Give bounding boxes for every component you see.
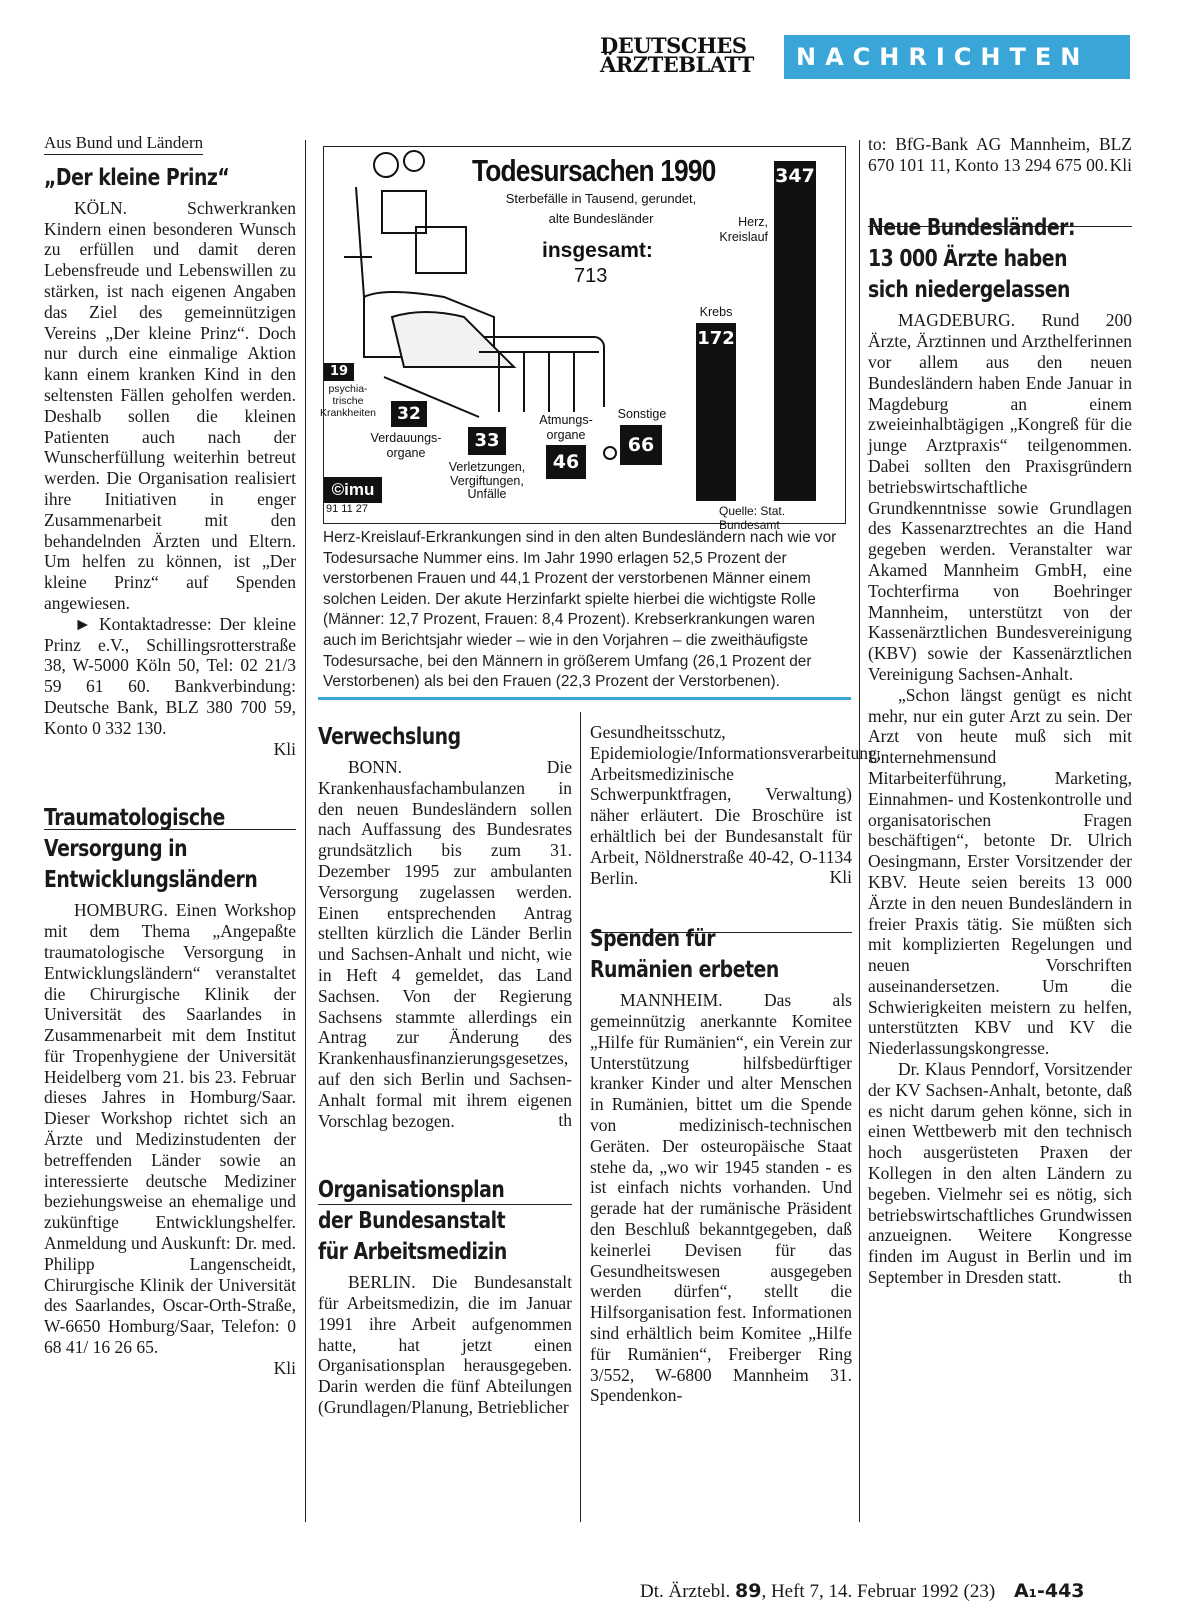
article-body: MAGDEBURG. Rund 200 Ärzte, Ärztinnen und Arzthelferinnen vor allem aus den neuen Bundesländern haben Ende Januar in Magdeburg an einem zweieinhalbtägigen „Kongreß für die junge Arztpraxis“ teilgenommen. Dabei sollten den Praxisgründern betriebswirtschaftliche Grundkenntnisse sowie Grundlagen des Kassenarztrechtes an die Hand gegeben werden. Veranstalter war Akamed Mannheim GmbH, eine Tochterfirma von Boehringer Mannheim, unterstützt von der Kassenärztlichen Bundesvereinigung (KBV) sowie der Kassenärztlichen Vereinigung Sachsen-Anhalt. <box>868 310 1132 684</box>
chart-subtitle-line: alte Bundesländer <box>548 211 654 226</box>
author-sig: Kli <box>273 738 296 759</box>
column-divider <box>859 140 860 1522</box>
kicker: Aus Bund und Ländern <box>44 133 203 155</box>
column-divider <box>580 712 581 1522</box>
value-krebs: 172 <box>697 328 735 349</box>
chart-subtitle-line: Sterbefälle in Tausend, gerundet, <box>505 191 697 206</box>
contact-info: ► Kontaktadresse: Der kleine Prinz e.V., Schillingsrotterstraße 38, W-5000 Köln 50, Tel: 02 21/3 59 61 60. Bankverbindung: Deutsche Bank, BLZ 380 700 59, Konto 0 332 130. <box>44 613 296 738</box>
label-verdauung: Verdauungs- organe <box>370 431 442 460</box>
page-number: A₁-443 <box>1013 1580 1085 1602</box>
journal-masthead: DEUTSCHES ÄRZTEBLATT <box>600 33 754 77</box>
author-sig: Kli <box>829 867 852 888</box>
headline-kleiner-prinz: „Der kleine Prinz“ <box>44 164 230 191</box>
label-herz: Herz, Kreislauf <box>719 215 768 244</box>
headline-verwechslung: Verwechslung <box>318 724 461 750</box>
death-causes-chart <box>319 146 846 532</box>
bed-wheel <box>604 447 616 459</box>
value-atmung: 46 <box>546 445 586 479</box>
author-sig: th <box>558 1110 572 1131</box>
headline-rumaenien: Spenden für Rumänien erbeten <box>590 926 779 984</box>
chart-caption: Herz-Kreislauf-Erkrankungen sind in den alten Bundesländern nach wie vor Todesursache Nummer eins. Im Jahr 1990 erlagen 52,5 Prozent der verstorbenen Frauen und 44,1 Prozent der verstorbenen Männer einem solchen Leiden. Der akute Herzinfarkt spielte hierbei die wichtigste Rolle (Männer: 12,7 Prozent, Frauen: 8,4 Prozent). Krebserkrankungen waren auch im Berichtsjahr wieder – wie in den Vorjahren – die zweithäufigste Todesursache, bei den Männern in größerem Umfang (26,1 Prozent der Verstorbenen) als bei den Frauen (22,3 Prozent der Verstorbenen). <box>323 529 837 691</box>
article-body: HOMBURG. Einen Workshop mit dem Thema „Angepaßte traumatologische Versorgung in Entwicklungsländern“ veranstaltet die Chirurgische Klinik der Universität des Saarlandes in Zusammenarbeit mit dem Institut für Tropenhygiene der Universität Heidelberg vom 21. bis 23. Februar dieses Jahres in Homburg/Saar. Dieser Workshop richtet sich an Ärzte und Medizinstudenten der betreffenden Länder sowie an interessierte deutsche Mediziner beziehungsweise an ehemalige und zukünftige Entwicklungshelfer. Anmeldung und Auskunft: Dr. med. Philipp Langenscheidt, Chirurgische Klinik der Universität des Saarlandes, Oscar-Orth-Straße, W-6650 Homburg/Saar, Telefon: 0 68 41/ 16 26 65. <box>44 900 296 1358</box>
imu-date: 91 11 27 <box>326 503 369 515</box>
article-body: KÖLN. Schwerkranken Kindern einen besonderen Wunsch zu erfüllen und damit deren Lebensfreude und Lebenswillen zu stärken, ist nach eigenen Angaben das Ziel des gemeinnützigen Vereins „Der kleine Prinz“. Doch nur durch eine einmalige Aktion kann einem kranken Kind in den seltensten Fällen geholfen werden. Deshalb sollen die kleinen Patienten auch nach der Wunscherfüllung weiterhin betreut werden. Die Organisation realisiert ihre Initiativen in enger Zusammenarbeit mit den behandelnden Ärzten und Eltern. Um helfen zu können, ist „Der kleine Prinz“ auf Spenden angewiesen. <box>44 197 296 613</box>
headline-neue-bundeslaender: Neue Bundesländer: 13 000 Ärzte haben sich niedergelassen <box>868 215 1076 304</box>
article-body: BONN. Die Krankenhausfachambulanzen in den neuen Bundesländern sollen nach Auffassung des Bundesrates grundsätzlich bis zum 31. Dezember 1995 zur ambulanten Versorgung zugelassen werden. Einen entsprechenden Antrag stellten kürzlich die Länder Berlin und Sachsen-Anhalt und nicht, wie in Heft 4 gemeldet, das Land Sachsen. Von der Regierung Sachsens stammte allerdings ein Antrag zur Änderung des Krankenhausfinanzierungsgesetzes, auf den sich Berlin und Sachsen-Anhalt formal mit ihrem eigenen Vorschlag bezogen. <box>318 757 572 1131</box>
total-label: insgesamt: <box>542 239 653 262</box>
value-verdauung: 32 <box>391 401 427 427</box>
footer-journal: Dt. Ärztebl. <box>640 1581 731 1602</box>
column-divider <box>305 140 306 1522</box>
value-herz: 347 <box>775 165 815 187</box>
footer-issue: , Heft 7, 14. Februar 1992 (23) <box>761 1581 996 1602</box>
left-column <box>44 132 296 1379</box>
article-body: „Schon längst genügt es nicht mehr, nur ein guter Arzt zu sein. Der Arzt von heute muß sich mit Unternehmensund Mitarbeiterführung, Marketing, Einnahmen- und Kostenkontrolle und organisatorischen Fragen beschäftigen“, betonte Dr. Ulrich Oesingmann, Erster Vorsitzender der KBV. Heute seien bereits 13 000 Ärzte in den neuen Bundesländern in freier Praxis tätig. Sie müßten sich mit komplizierten Regelungen und neuen Vorschriften auseinandersetzen. Um die Schwierigkeiten meistern zu helfen, unterstützten KBV und KV die Niederlassungskongresse. <box>868 684 1132 1059</box>
middle-column <box>318 722 572 1418</box>
section-banner: NACHRICHTEN <box>784 35 1130 79</box>
label-verletzung: Verletzungen, Vergiftungen, Unfälle <box>448 460 526 501</box>
equipment-gauge <box>404 151 424 171</box>
article-body: Dr. Klaus Penndorf, Vorsitzender der KV Sachsen-Anhalt, betonte, daß es nicht darum gehen könne, sich in einen Wettbewerb mit den technisch hoch ausgerüsteten Praxen der Kollegen in den alten Ländern zu begeben. Vielmehr sei es nötig, sich betriebswirtschaftliches Grundwissen anzueignen. Weitere Kongresse finden im August in Berlin und im September in Dresden statt. <box>868 1059 1132 1288</box>
author-sig: th <box>1118 1266 1132 1287</box>
right-column <box>868 134 1132 1288</box>
imu-logo: ©imu <box>324 477 382 503</box>
headline-organisationsplan: Organisationsplan der Bundesanstalt für Arbeitsmedizin <box>318 1177 507 1266</box>
author-sig: Kli <box>273 1357 296 1378</box>
chart-rule <box>318 697 851 700</box>
label-atmung: Atmungs- organe <box>539 413 593 442</box>
right-middle-column <box>590 722 882 1406</box>
value-verletzung: 33 <box>468 427 506 455</box>
author-sig: Kli <box>1109 154 1132 175</box>
bar-herz <box>774 161 816 501</box>
article-body: Gesundheitsschutz, Epidemiologie/Informationsverarbeitung, Arbeitsmedizinische Schwerpunktfragen, Verwaltung) näher erläutert. Die Broschüre ist erhältlich bei der Bundesanstalt für Arbeit, Nöldnerstraße 40-42, O-1134 Berlin. <box>590 722 882 888</box>
label-krebs: Krebs <box>699 305 733 319</box>
bed-rail <box>484 337 604 407</box>
value-sonstige: 66 <box>620 425 662 465</box>
chart-subtitle <box>486 189 716 229</box>
article-body: BERLIN. Die Bundesanstalt für Arbeitsmedizin, die im Januar 1991 ihre Arbeit aufgenommen hatte, hat jetzt einen Organisationsplan herausgegeben. Darin werden die fünf Abteilungen (Grundlagen/Planung, Betrieblicher <box>318 1272 572 1417</box>
chart-source: Quelle: Stat. Bundesamt <box>719 504 786 532</box>
chart-title: Todesursachen 1990 <box>472 153 716 188</box>
article-body: MANNHEIM. Das als gemeinnützig anerkannte Komitee „Hilfe für Rumänien“, ein Verein zur Unterstützung hilfsbedürftiger kranker Kinder und alter Menschen in Rumänien, bittet um die Spende von medizinisch-technischen Geräten. Der osteuropäische Staat stehe da, „wo wir 1945 standen - es ist einfach nichts vorhanden. Und gerade hat der rumänische Präsident den Beschluß bekanntgegeben, daß keinerlei Devisen für das Gesundheitswesen ausgegeben werden dürfen“, stellt die Hilfsorganisation fest. Informationen sind erhältlich beim Komitee „Hilfe für Rumänien“, Freiberger Ring 3/552, W-6800 Mannheim 31. Spendenkon- <box>590 990 852 1406</box>
label-psych: psychia- trische Krankheiten <box>319 383 377 419</box>
headline-traumatologie: Traumatologische Versorgung in Entwicklungsländern <box>44 805 258 894</box>
equipment-gauge <box>374 153 398 177</box>
total-value: 713 <box>574 265 608 287</box>
article-body: to: BfG-Bank AG Mannheim, BLZ 670 101 11, Konto 13 294 675 00. <box>868 134 1132 175</box>
label-sonstige: Sonstige <box>617 407 667 421</box>
page-footer <box>640 1580 1085 1603</box>
value-psych: 19 <box>324 363 354 381</box>
footer-volume: 89 <box>734 1580 762 1602</box>
